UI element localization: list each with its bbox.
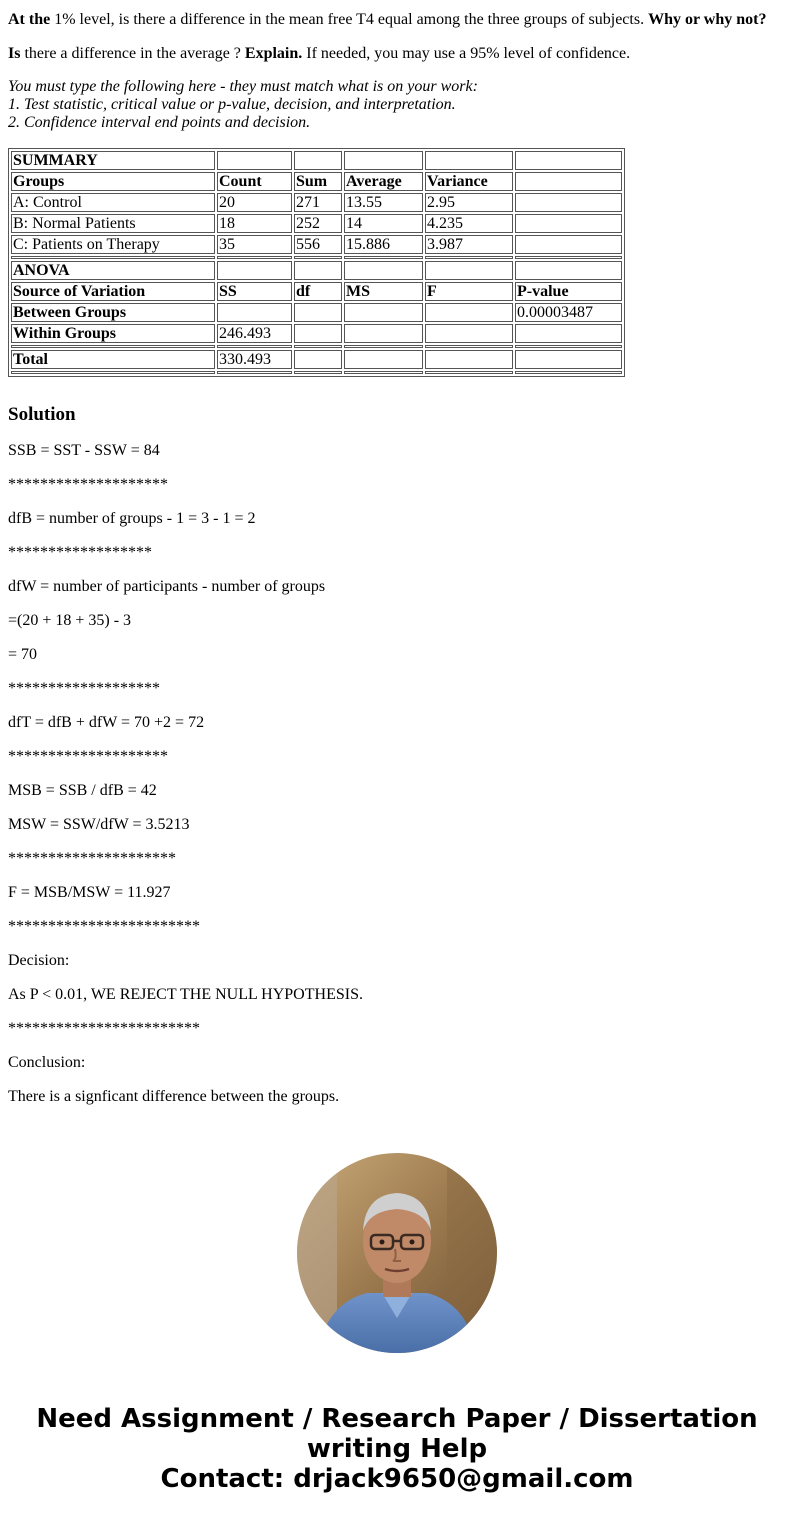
empty-cell bbox=[515, 214, 622, 233]
empty-cell bbox=[11, 256, 215, 259]
table-cell: 15.886 bbox=[344, 235, 423, 254]
empty-cell bbox=[515, 151, 622, 170]
empty-cell bbox=[515, 235, 622, 254]
empty-cell bbox=[515, 324, 622, 343]
table-cell: 2.95 bbox=[425, 193, 513, 212]
solution-line: F = MSB/MSW = 11.927 bbox=[8, 884, 171, 901]
empty-cell bbox=[294, 371, 342, 374]
table-cell: 18 bbox=[217, 214, 292, 233]
empty-cell bbox=[425, 345, 513, 348]
table-row bbox=[11, 324, 622, 343]
solution-line: dfT = dfB + dfW = 70 +2 = 72 bbox=[8, 714, 205, 731]
instruction-line: 1. Test statistic, critical value or p-value, decision, and interpretation. bbox=[8, 96, 456, 113]
table-row bbox=[11, 261, 622, 280]
solution-line: SSB = SST - SSW = 84 bbox=[8, 442, 160, 459]
table-cell: B: Normal Patients bbox=[11, 214, 215, 233]
empty-cell bbox=[515, 193, 622, 212]
solution-line: ******************* bbox=[8, 680, 160, 697]
empty-cell bbox=[217, 371, 292, 374]
empty-cell bbox=[344, 151, 423, 170]
solution-line: dfW = number of participants - number of groups bbox=[8, 578, 326, 595]
anova-title-cell: ANOVA bbox=[11, 261, 215, 280]
solution-line: ******************** bbox=[8, 476, 168, 493]
table-row bbox=[11, 214, 622, 233]
table-row bbox=[11, 303, 622, 322]
separator-row bbox=[11, 256, 622, 259]
solution-line: ******************** bbox=[8, 748, 168, 765]
table-cell: Total bbox=[11, 350, 215, 369]
empty-cell bbox=[344, 324, 423, 343]
table-cell: 271 bbox=[294, 193, 342, 212]
empty-cell bbox=[515, 345, 622, 348]
header-cell: SS bbox=[217, 282, 292, 301]
empty-cell bbox=[425, 256, 513, 259]
empty-cell bbox=[344, 261, 423, 280]
table-cell: A: Control bbox=[11, 193, 215, 212]
empty-cell bbox=[11, 345, 215, 348]
question-bold-at-the: At the bbox=[8, 11, 51, 28]
empty-cell bbox=[217, 151, 292, 170]
solution-line: MSW = SSW/dfW = 3.5213 bbox=[8, 816, 190, 833]
table-cell: 35 bbox=[217, 235, 292, 254]
empty-cell bbox=[11, 371, 215, 374]
table-cell: 14 bbox=[344, 214, 423, 233]
separator-row bbox=[11, 371, 622, 374]
question-text-2a: there a difference in the average ? bbox=[20, 45, 245, 62]
empty-cell bbox=[294, 324, 342, 343]
empty-cell bbox=[515, 256, 622, 259]
empty-cell bbox=[425, 324, 513, 343]
question-text-1: 1% level, is there a difference in the mean free T4 equal among the three groups of subjects. bbox=[50, 11, 649, 28]
empty-cell bbox=[294, 350, 342, 369]
instructions bbox=[8, 78, 478, 132]
header-cell: P-value bbox=[515, 282, 622, 301]
empty-cell bbox=[344, 256, 423, 259]
solution-heading: Solution bbox=[8, 404, 76, 425]
footer-line: writing Help bbox=[306, 1434, 488, 1464]
header-cell: df bbox=[294, 282, 342, 301]
empty-cell bbox=[425, 151, 513, 170]
table-row bbox=[11, 235, 622, 254]
empty-cell bbox=[294, 151, 342, 170]
solution-line: ****************** bbox=[8, 544, 152, 561]
empty-cell bbox=[515, 172, 622, 191]
table-cell: Within Groups bbox=[11, 324, 215, 343]
table-cell: C: Patients on Therapy bbox=[11, 235, 215, 254]
empty-cell bbox=[344, 350, 423, 369]
header-cell: Sum bbox=[294, 172, 342, 191]
empty-cell bbox=[217, 303, 292, 322]
table-cell: 3.987 bbox=[425, 235, 513, 254]
empty-cell bbox=[515, 350, 622, 369]
header-cell: Count bbox=[217, 172, 292, 191]
empty-cell bbox=[515, 261, 622, 280]
empty-cell bbox=[425, 371, 513, 374]
solution-line: ************************ bbox=[8, 1020, 200, 1037]
empty-cell bbox=[344, 303, 423, 322]
header-cell: Source of Variation bbox=[11, 282, 215, 301]
solution-line: dfB = number of groups - 1 = 3 - 1 = 2 bbox=[8, 510, 256, 527]
table-row bbox=[11, 151, 622, 170]
header-cell: MS bbox=[344, 282, 423, 301]
header-cell: Groups bbox=[11, 172, 215, 191]
empty-cell bbox=[217, 345, 292, 348]
solution-line: ************************ bbox=[8, 918, 200, 935]
empty-cell bbox=[294, 256, 342, 259]
instruction-line: You must type the following here - they must match what is on your work: bbox=[8, 78, 478, 95]
empty-cell bbox=[217, 256, 292, 259]
table-cell: 556 bbox=[294, 235, 342, 254]
table-cell: 20 bbox=[217, 193, 292, 212]
question-bold-is: Is bbox=[8, 45, 21, 62]
table-cell: Between Groups bbox=[11, 303, 215, 322]
table-cell: 246.493 bbox=[217, 324, 292, 343]
table-cell: 0.00003487 bbox=[515, 303, 622, 322]
table-row bbox=[11, 350, 622, 369]
empty-cell bbox=[425, 261, 513, 280]
empty-cell bbox=[294, 303, 342, 322]
empty-cell bbox=[294, 345, 342, 348]
question-line-2 bbox=[8, 44, 630, 64]
author-avatar bbox=[297, 1153, 497, 1353]
table-cell: 4.235 bbox=[425, 214, 513, 233]
empty-cell bbox=[344, 345, 423, 348]
table-cell: 13.55 bbox=[344, 193, 423, 212]
question-bold-why: Why or why not? bbox=[648, 11, 767, 28]
empty-cell bbox=[344, 371, 423, 374]
solution-line: MSB = SSB / dfB = 42 bbox=[8, 782, 157, 799]
table-cell: 252 bbox=[294, 214, 342, 233]
question-bold-explain: Explain. bbox=[244, 45, 303, 62]
header-cell: Average bbox=[344, 172, 423, 191]
question-text-2b: If needed, you may use a 95% level of confidence. bbox=[302, 45, 631, 62]
solution-line: ********************* bbox=[8, 850, 176, 867]
question-line-1 bbox=[8, 10, 766, 30]
footer-line: Need Assignment / Research Paper / Dissertation bbox=[36, 1404, 758, 1434]
empty-cell bbox=[425, 350, 513, 369]
header-cell: Variance bbox=[425, 172, 513, 191]
solution-line: As P < 0.01, WE REJECT THE NULL HYPOTHESIS. bbox=[8, 986, 363, 1003]
header-cell: F bbox=[425, 282, 513, 301]
solution-line: Decision: bbox=[8, 952, 70, 969]
solution-line: There is a signficant difference between the groups. bbox=[8, 1088, 340, 1105]
empty-cell bbox=[217, 261, 292, 280]
table-cell: 330.493 bbox=[217, 350, 292, 369]
table-row bbox=[11, 193, 622, 212]
footer-contact-line: Contact: drjack9650@gmail.com bbox=[160, 1464, 634, 1494]
separator-row bbox=[11, 345, 622, 348]
solution-line: =(20 + 18 + 35) - 3 bbox=[8, 612, 132, 629]
summary-title-cell: SUMMARY bbox=[11, 151, 215, 170]
solution-lines bbox=[8, 441, 363, 1121]
empty-cell bbox=[294, 261, 342, 280]
empty-cell bbox=[425, 303, 513, 322]
empty-cell bbox=[515, 371, 622, 374]
solution-line: = 70 bbox=[8, 646, 38, 663]
person-portrait-icon bbox=[297, 1153, 497, 1353]
table-row bbox=[11, 282, 622, 301]
instruction-line: 2. Confidence interval end points and decision. bbox=[8, 114, 311, 131]
solution-line: Conclusion: bbox=[8, 1054, 86, 1071]
table-row bbox=[11, 172, 622, 191]
anova-summary-table bbox=[8, 148, 625, 377]
contact-footer bbox=[0, 1404, 794, 1494]
